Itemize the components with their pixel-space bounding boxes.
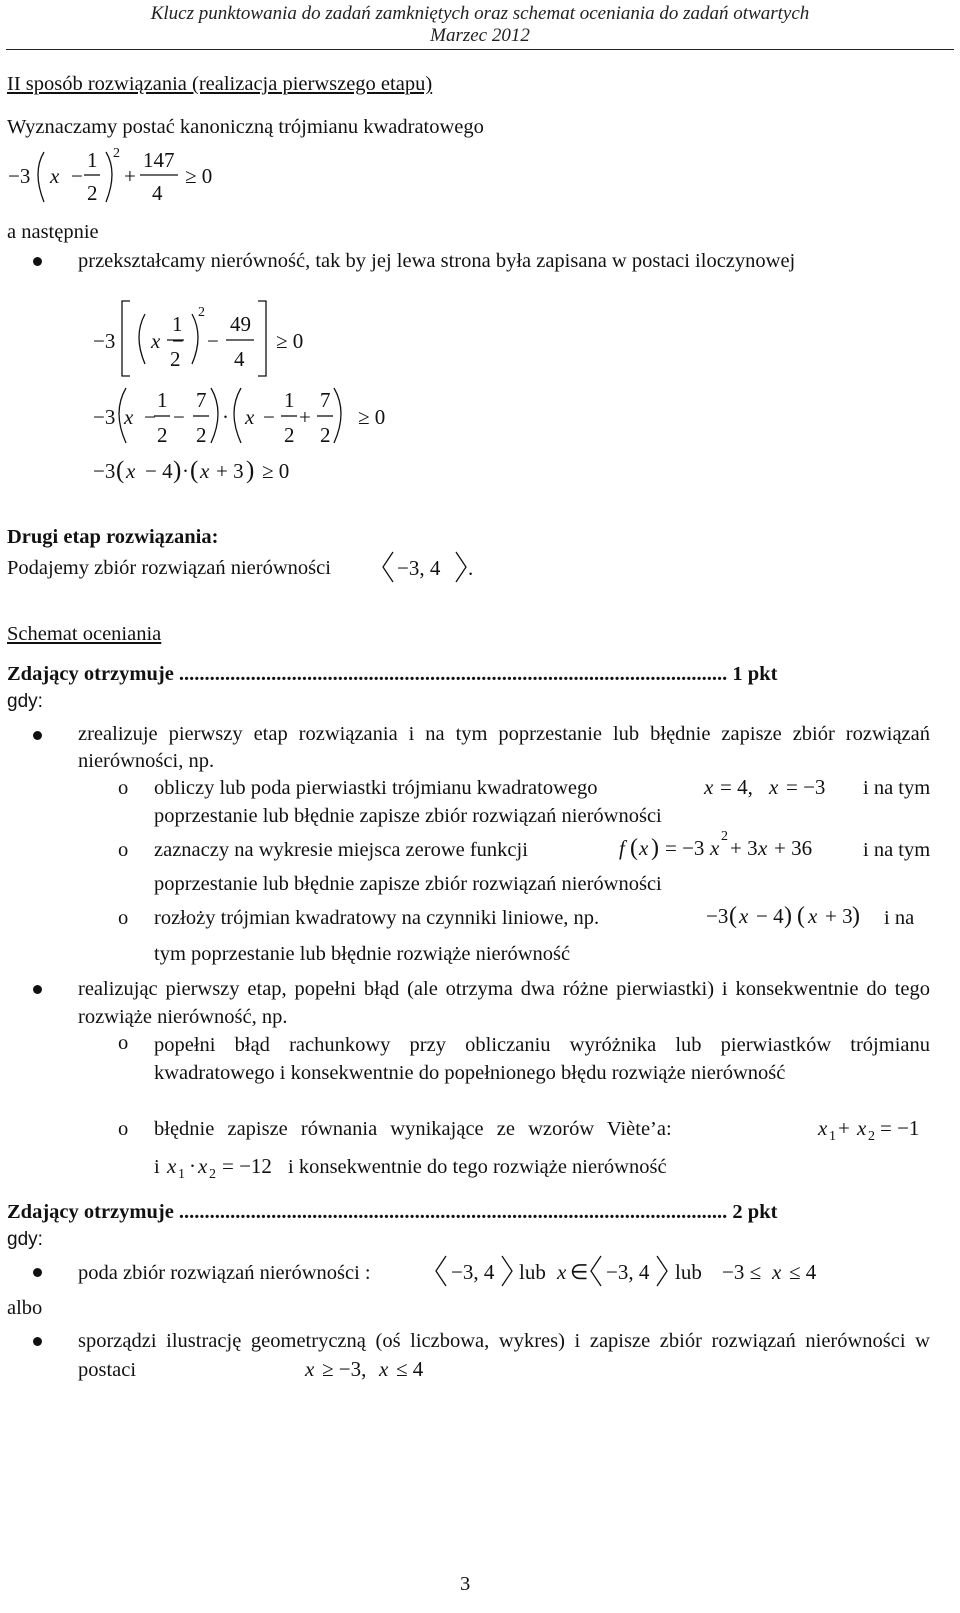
svg-text:(: ( [729, 903, 737, 929]
svg-text:1: 1 [178, 1167, 185, 1182]
second-stage-heading: Drugi etap rozwiązania: [7, 526, 219, 548]
svg-text:2: 2 [196, 423, 207, 447]
svg-text:·: · [222, 405, 229, 429]
svg-text:− 4: − 4 [756, 904, 784, 928]
bullet-text-factorize: przekształcamy nierówność, tak by jej lewa strona była zapisana w postaci iloczynowej [78, 250, 796, 272]
svg-text:≥ 0: ≥ 0 [276, 329, 304, 353]
svg-text:+ 3: + 3 [730, 836, 758, 860]
criterion-answer-set: poda zbiór rozwiązań nierówności : [78, 1262, 371, 1284]
svg-text:−: − [71, 164, 83, 188]
score-2pt-line: Zdający otrzymuje ........................................................................................................... 2 pkt [7, 1201, 778, 1223]
criterion-first-stage: zrealizuje pierwszy etap rozwiązania i na tym poprzestanie lub błędnie zapisze zbiór rozwiązań nierówności, np. [78, 723, 930, 772]
svg-text:= −12: = −12 [222, 1154, 272, 1178]
svg-text:2: 2 [721, 829, 728, 844]
svg-text:): ) [852, 903, 860, 929]
svg-text:2: 2 [320, 423, 331, 447]
svg-text:= −3: = −3 [786, 775, 826, 799]
criterion-calc-error: popełni błąd rachunkowy przy obliczaniu wyróżnika lub pierwiastków trójmianu kwadratowego i konsekwentnie do popełnionego błędu rozwiąże nierówność [154, 1034, 930, 1084]
svg-text:x: x [710, 836, 720, 860]
svg-text:+: + [124, 164, 136, 188]
factor-formula [706, 903, 860, 929]
svg-text:lub: lub [519, 1260, 546, 1284]
bullet-marker [33, 1337, 42, 1346]
formula-factors-fractions [93, 388, 385, 447]
viete-product-formula [166, 1154, 272, 1182]
svg-text:x: x [739, 904, 749, 928]
svg-text:x: x [857, 1116, 867, 1140]
svg-text:= 4,: = 4, [720, 775, 753, 799]
criterion-roots-line2: poprzestanie lub błędnie zapisze zbiór rozwiązań nierówności [154, 805, 662, 827]
criterion-factor: rozłoży trójmian kwadratowy na czynniki liniowe, np. [154, 907, 600, 929]
svg-text:−3, 4: −3, 4 [606, 1260, 650, 1284]
criterion-factor-cont: i na [884, 907, 915, 929]
svg-text:+ 3: + 3 [216, 459, 244, 483]
when-label-2: gdy: [7, 1229, 43, 1250]
svg-text:.: . [468, 556, 474, 580]
document-header-date: Marzec 2012 [430, 25, 530, 46]
svg-text:·: · [189, 1154, 196, 1178]
criterion-graph-cont: i na tym [863, 839, 931, 861]
svg-text:lub: lub [675, 1260, 702, 1284]
criterion-roots: obliczy lub poda pierwiastki trójmianu kwadratowego [154, 777, 598, 799]
svg-text:(: ( [116, 457, 125, 484]
svg-text:≤ 4: ≤ 4 [396, 1357, 424, 1381]
svg-text:): ) [173, 457, 182, 484]
svg-text:x: x [758, 836, 768, 860]
svg-text:x: x [126, 459, 136, 483]
svg-text:4: 4 [152, 181, 163, 205]
grading-heading: Schemat oceniania [7, 623, 162, 645]
svg-text:−: − [172, 329, 184, 353]
svg-text:2: 2 [170, 347, 181, 371]
svg-text:x: x [808, 904, 818, 928]
svg-text:≥ 0: ≥ 0 [358, 405, 386, 429]
formula-bracket [93, 301, 303, 376]
svg-text:x: x [200, 459, 210, 483]
svg-text:2: 2 [87, 181, 98, 205]
page-number: 3 [460, 1573, 471, 1595]
svg-text:≥ −3,: ≥ −3, [322, 1357, 367, 1381]
svg-text:x: x [124, 405, 134, 429]
criterion-factor-line2: tym poprzestanie lub błędnie rozwiąże nierówność [154, 943, 571, 965]
answer-set-forms [436, 1256, 817, 1286]
svg-text:−3, 4: −3, 4 [451, 1260, 495, 1284]
svg-text:= −3: = −3 [665, 836, 705, 860]
svg-text:x: x [379, 1357, 389, 1381]
criterion-graph: zaznaczy na wykresie miejsca zerowe funkcji [154, 839, 528, 861]
svg-text:≤ 4: ≤ 4 [789, 1260, 817, 1284]
svg-text:1: 1 [284, 388, 295, 412]
svg-text:+ 36: + 36 [774, 836, 813, 860]
svg-text:− 4: − 4 [145, 459, 173, 483]
svg-text:4: 4 [234, 347, 245, 371]
roots-formula [703, 775, 825, 799]
svg-text:= −1: = −1 [880, 1116, 920, 1140]
svg-text:−3: −3 [93, 405, 116, 429]
intro-text: Wyznaczamy postać kanoniczną trójmianu kwadratowego [7, 116, 484, 138]
criterion-viete-i: i [154, 1156, 160, 1178]
score-1pt-line: Zdający otrzymuje ........................................................................................................... 1 pkt [7, 663, 778, 685]
svg-text:2: 2 [209, 1167, 216, 1182]
svg-text:−3: −3 [8, 164, 31, 188]
svg-text:x: x [198, 1154, 208, 1178]
sub-bullet-o: o [118, 1118, 129, 1140]
svg-text:2: 2 [284, 423, 295, 447]
criterion-viete-cont: i konsekwentnie do tego rozwiąże nierówność [288, 1156, 667, 1178]
bullet-marker [33, 731, 42, 740]
svg-text:x: x [704, 775, 714, 799]
svg-text:(: ( [190, 457, 199, 484]
bullet-marker [33, 1268, 42, 1277]
svg-text:x: x [557, 1260, 567, 1284]
svg-text:): ) [651, 835, 659, 861]
svg-text:2: 2 [113, 146, 120, 161]
svg-text:∈: ∈ [570, 1260, 589, 1284]
criterion-roots-cont: i na tym [863, 777, 931, 799]
svg-text:·: · [182, 459, 189, 483]
bullet-marker [33, 985, 42, 994]
svg-text:1: 1 [829, 1129, 836, 1144]
sub-bullet-o: o [118, 839, 129, 861]
criterion-illustration: sporządzi ilustrację geometryczną (oś liczbowa, wykres) i zapisze zbiór rozwiązań nierówności w postaci [78, 1330, 930, 1381]
svg-text:−3: −3 [706, 904, 729, 928]
svg-text:≥ 0: ≥ 0 [185, 164, 213, 188]
svg-text:−3, 4: −3, 4 [397, 556, 441, 580]
formula-canonical [8, 146, 212, 205]
criterion-error: realizując pierwszy etap, popełni błąd (ale otrzyma dwa różne pierwiastki) i konsekwentnie do tego rozwiąże nierówność, np. [78, 978, 930, 1028]
svg-text:(: ( [797, 903, 805, 929]
svg-text:−3: −3 [93, 459, 116, 483]
svg-text:2: 2 [198, 305, 205, 320]
section-heading: II sposób rozwiązania (realizacja pierwszego etapu) [7, 73, 433, 95]
svg-text:≥ 0: ≥ 0 [262, 459, 290, 483]
svg-text:1: 1 [157, 388, 168, 412]
svg-text:−: − [263, 405, 275, 429]
svg-text:x: x [818, 1116, 828, 1140]
svg-text:147: 147 [143, 148, 175, 172]
formula-factored [93, 457, 289, 484]
svg-text:+: + [299, 405, 311, 429]
sub-bullet-o: o [118, 907, 129, 929]
svg-text:x: x [772, 1260, 782, 1284]
svg-text:x: x [245, 405, 255, 429]
svg-text:−3: −3 [93, 329, 116, 353]
bullet-marker [33, 257, 42, 266]
svg-text:x: x [151, 329, 161, 353]
svg-text:): ) [246, 457, 255, 484]
svg-text:x: x [167, 1154, 177, 1178]
answer-interval [383, 552, 473, 582]
sub-bullet-o: o [118, 777, 129, 799]
sub-bullet-o: o [118, 1032, 129, 1054]
then-text: a następnie [7, 221, 99, 243]
svg-text:1: 1 [87, 148, 98, 172]
svg-text:1: 1 [172, 312, 183, 336]
svg-text:7: 7 [320, 388, 331, 412]
svg-text:+ 3: + 3 [825, 904, 853, 928]
svg-text:2: 2 [157, 423, 168, 447]
svg-text:x: x [50, 164, 60, 188]
svg-text:x: x [769, 775, 779, 799]
svg-text:−: − [173, 405, 185, 429]
svg-text:x: x [639, 836, 649, 860]
when-label: gdy: [7, 691, 43, 712]
svg-text:f: f [619, 836, 625, 860]
document-header-title: Klucz punktowania do zadań zamkniętych oraz schemat oceniania do zadań otwartych [150, 3, 810, 24]
svg-text:x: x [305, 1357, 315, 1381]
svg-text:+: + [838, 1116, 850, 1140]
svg-text:7: 7 [196, 388, 207, 412]
criterion-graph-line2: poprzestanie lub błędnie zapisze zbiór rozwiązań nierówności [154, 873, 662, 895]
svg-text:−: − [144, 405, 156, 429]
viete-sum-formula [817, 1116, 919, 1144]
svg-text:2: 2 [868, 1129, 875, 1144]
svg-text:): ) [784, 903, 792, 929]
svg-text:49: 49 [230, 312, 251, 336]
svg-text:(: ( [630, 835, 638, 861]
function-formula [619, 829, 812, 861]
or-label: albo [7, 1297, 43, 1319]
svg-text:−3 ≤: −3 ≤ [722, 1260, 762, 1284]
svg-text:−: − [207, 329, 219, 353]
criterion-viete: błędnie zapisze równania wynikające ze wzorów Viète’a: [154, 1118, 672, 1140]
second-stage-text: Podajemy zbiór rozwiązań nierówności [7, 557, 331, 579]
